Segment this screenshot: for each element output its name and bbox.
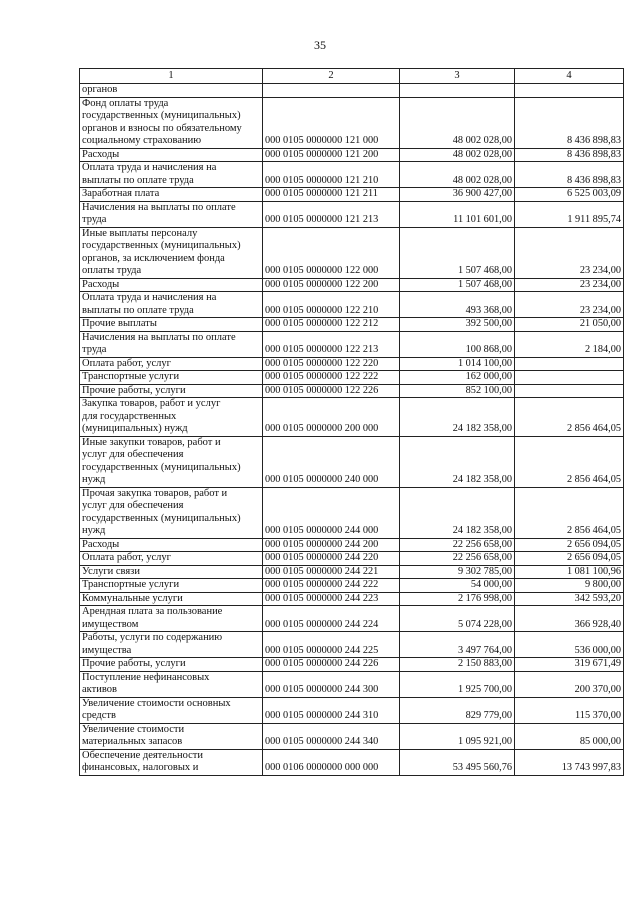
row-value-plan: 9 302 785,00: [400, 565, 515, 579]
row-code: [263, 84, 400, 98]
row-value-actual: 1 081 100,96: [515, 565, 624, 579]
row-code: 000 0105 0000000 244 310: [263, 697, 400, 723]
row-code: 000 0105 0000000 122 220: [263, 357, 400, 371]
row-code: 000 0105 0000000 122 213: [263, 331, 400, 357]
row-name: Прочая закупка товаров, работ и услуг для обеспечения государственных (муниципальных) нужд: [80, 487, 263, 538]
row-value-actual: 2 656 094,05: [515, 552, 624, 566]
row-code: 000 0105 0000000 244 224: [263, 606, 400, 632]
row-value-actual: [515, 357, 624, 371]
row-name: Прочие выплаты: [80, 318, 263, 332]
table-row: [80, 632, 624, 658]
row-value-actual: 23 234,00: [515, 292, 624, 318]
row-value-plan: 22 256 658,00: [400, 552, 515, 566]
row-value-plan: 54 000,00: [400, 579, 515, 593]
table-row: [80, 188, 624, 202]
row-name: Поступление нефинансовых активов: [80, 671, 263, 697]
row-name: Арендная плата за пользование имуществом: [80, 606, 263, 632]
table-row: [80, 84, 624, 98]
row-code: 000 0105 0000000 122 000: [263, 227, 400, 278]
table-row: [80, 697, 624, 723]
table-row: [80, 357, 624, 371]
row-value-plan: 493 368,00: [400, 292, 515, 318]
table-row: [80, 201, 624, 227]
row-code: 000 0105 0000000 244 222: [263, 579, 400, 593]
row-value-actual: 200 370,00: [515, 671, 624, 697]
row-value-actual: 342 593,20: [515, 592, 624, 606]
row-name: Заработная плата: [80, 188, 263, 202]
row-value-actual: 2 856 464,05: [515, 487, 624, 538]
header-col-3: 3: [400, 69, 515, 84]
row-code: 000 0105 0000000 244 225: [263, 632, 400, 658]
row-value-plan: 2 150 883,00: [400, 658, 515, 672]
row-code: 000 0105 0000000 122 210: [263, 292, 400, 318]
row-value-plan: 48 002 028,00: [400, 97, 515, 148]
table-row: [80, 671, 624, 697]
header-row: [80, 69, 624, 84]
row-name: Начисления на выплаты по оплате труда: [80, 201, 263, 227]
table-row: [80, 606, 624, 632]
page-number: 35: [314, 38, 326, 52]
table-row: [80, 278, 624, 292]
row-value-actual: [515, 384, 624, 398]
row-value-plan: 100 868,00: [400, 331, 515, 357]
row-value-actual: 1 911 895,74: [515, 201, 624, 227]
row-value-actual: 2 856 464,05: [515, 436, 624, 487]
row-value-actual: 8 436 898,83: [515, 97, 624, 148]
table-row: [80, 371, 624, 385]
table-row: [80, 658, 624, 672]
header-col-2: 2: [263, 69, 400, 84]
row-name: Оплата труда и начисления на выплаты по оплате труда: [80, 292, 263, 318]
row-value-plan: 11 101 601,00: [400, 201, 515, 227]
row-code: 000 0105 0000000 244 221: [263, 565, 400, 579]
table-row: [80, 148, 624, 162]
row-name: Услуги связи: [80, 565, 263, 579]
row-value-plan: 48 002 028,00: [400, 148, 515, 162]
row-value-plan: 53 495 560,76: [400, 749, 515, 775]
row-name: Увеличение стоимости основных средств: [80, 697, 263, 723]
row-code: 000 0105 0000000 122 212: [263, 318, 400, 332]
row-name: Начисления на выплаты по оплате труда: [80, 331, 263, 357]
row-value-actual: 9 800,00: [515, 579, 624, 593]
table-row: [80, 592, 624, 606]
row-name: Коммунальные услуги: [80, 592, 263, 606]
row-value-actual: 366 928,40: [515, 606, 624, 632]
row-name: Расходы: [80, 278, 263, 292]
table-body: [80, 84, 624, 776]
row-value-plan: 852 100,00: [400, 384, 515, 398]
row-value-plan: 829 779,00: [400, 697, 515, 723]
row-name: Обеспечение деятельности финансовых, налоговых и: [80, 749, 263, 775]
row-code: 000 0105 0000000 244 226: [263, 658, 400, 672]
row-value-plan: 48 002 028,00: [400, 162, 515, 188]
row-value-actual: 115 370,00: [515, 697, 624, 723]
row-value-plan: 1 095 921,00: [400, 723, 515, 749]
row-code: 000 0105 0000000 121 210: [263, 162, 400, 188]
budget-table: [79, 68, 624, 776]
row-value-plan: 24 182 358,00: [400, 398, 515, 437]
row-name: Транспортные услуги: [80, 579, 263, 593]
row-name: Транспортные услуги: [80, 371, 263, 385]
row-code: 000 0105 0000000 240 000: [263, 436, 400, 487]
row-value-actual: 21 050,00: [515, 318, 624, 332]
table-row: [80, 487, 624, 538]
row-name: Закупка товаров, работ и услуг для государственных (муниципальных) нужд: [80, 398, 263, 437]
table-row: [80, 723, 624, 749]
table-row: [80, 318, 624, 332]
row-code: 000 0105 0000000 244 220: [263, 552, 400, 566]
row-value-actual: 85 000,00: [515, 723, 624, 749]
row-value-actual: 2 856 464,05: [515, 398, 624, 437]
table-row: [80, 436, 624, 487]
row-value-plan: 24 182 358,00: [400, 487, 515, 538]
row-value-plan: 36 900 427,00: [400, 188, 515, 202]
row-code: 000 0105 0000000 122 226: [263, 384, 400, 398]
row-code: 000 0105 0000000 200 000: [263, 398, 400, 437]
table-row: [80, 538, 624, 552]
row-name: Оплата работ, услуг: [80, 552, 263, 566]
table-row: [80, 227, 624, 278]
row-code: 000 0105 0000000 121 213: [263, 201, 400, 227]
row-name: Оплата работ, услуг: [80, 357, 263, 371]
row-value-plan: 22 256 658,00: [400, 538, 515, 552]
row-code: 000 0105 0000000 121 200: [263, 148, 400, 162]
row-value-actual: [515, 84, 624, 98]
row-code: 000 0105 0000000 244 223: [263, 592, 400, 606]
row-code: 000 0105 0000000 244 200: [263, 538, 400, 552]
row-value-plan: 24 182 358,00: [400, 436, 515, 487]
table-row: [80, 565, 624, 579]
row-value-plan: 5 074 228,00: [400, 606, 515, 632]
row-code: 000 0105 0000000 122 200: [263, 278, 400, 292]
header-col-1: 1: [80, 69, 263, 84]
row-value-plan: 1 507 468,00: [400, 278, 515, 292]
row-value-plan: 392 500,00: [400, 318, 515, 332]
row-code: 000 0105 0000000 121 000: [263, 97, 400, 148]
row-value-actual: [515, 371, 624, 385]
row-value-plan: 3 497 764,00: [400, 632, 515, 658]
row-name: Расходы: [80, 538, 263, 552]
row-name: Иные выплаты персоналу государственных (муниципальных) органов, за исключением фонда оплаты труда: [80, 227, 263, 278]
row-code: 000 0105 0000000 244 340: [263, 723, 400, 749]
table-row: [80, 162, 624, 188]
row-name: Прочие работы, услуги: [80, 384, 263, 398]
row-value-actual: 23 234,00: [515, 227, 624, 278]
row-value-actual: 2 184,00: [515, 331, 624, 357]
table-row: [80, 398, 624, 437]
row-code: 000 0106 0000000 000 000: [263, 749, 400, 775]
row-name: Оплата труда и начисления на выплаты по оплате труда: [80, 162, 263, 188]
row-value-plan: [400, 84, 515, 98]
row-code: 000 0105 0000000 244 000: [263, 487, 400, 538]
row-name: Работы, услуги по содержанию имущества: [80, 632, 263, 658]
row-value-actual: 319 671,49: [515, 658, 624, 672]
table-row: [80, 331, 624, 357]
table-row: [80, 97, 624, 148]
table-row: [80, 292, 624, 318]
row-name: Увеличение стоимости материальных запасов: [80, 723, 263, 749]
row-name: Расходы: [80, 148, 263, 162]
row-value-plan: 162 000,00: [400, 371, 515, 385]
row-value-actual: 23 234,00: [515, 278, 624, 292]
row-code: 000 0105 0000000 244 300: [263, 671, 400, 697]
row-value-plan: 1 925 700,00: [400, 671, 515, 697]
row-value-plan: 2 176 998,00: [400, 592, 515, 606]
row-code: 000 0105 0000000 121 211: [263, 188, 400, 202]
row-value-actual: 13 743 997,83: [515, 749, 624, 775]
row-value-plan: 1 507 468,00: [400, 227, 515, 278]
row-value-actual: 2 656 094,05: [515, 538, 624, 552]
row-code: 000 0105 0000000 122 222: [263, 371, 400, 385]
row-value-actual: 6 525 003,09: [515, 188, 624, 202]
row-value-plan: 1 014 100,00: [400, 357, 515, 371]
table-row: [80, 579, 624, 593]
table-row: [80, 749, 624, 775]
row-value-actual: 8 436 898,83: [515, 162, 624, 188]
table-row: [80, 384, 624, 398]
row-value-actual: 8 436 898,83: [515, 148, 624, 162]
row-name: Иные закупки товаров, работ и услуг для обеспечения государственных (муниципальных) нужд: [80, 436, 263, 487]
table-row: [80, 552, 624, 566]
header-col-4: 4: [515, 69, 624, 84]
row-value-actual: 536 000,00: [515, 632, 624, 658]
row-name: Фонд оплаты труда государственных (муниципальных) органов и взносы по обязательному социальному страхованию: [80, 97, 263, 148]
row-name: органов: [80, 84, 263, 98]
row-name: Прочие работы, услуги: [80, 658, 263, 672]
